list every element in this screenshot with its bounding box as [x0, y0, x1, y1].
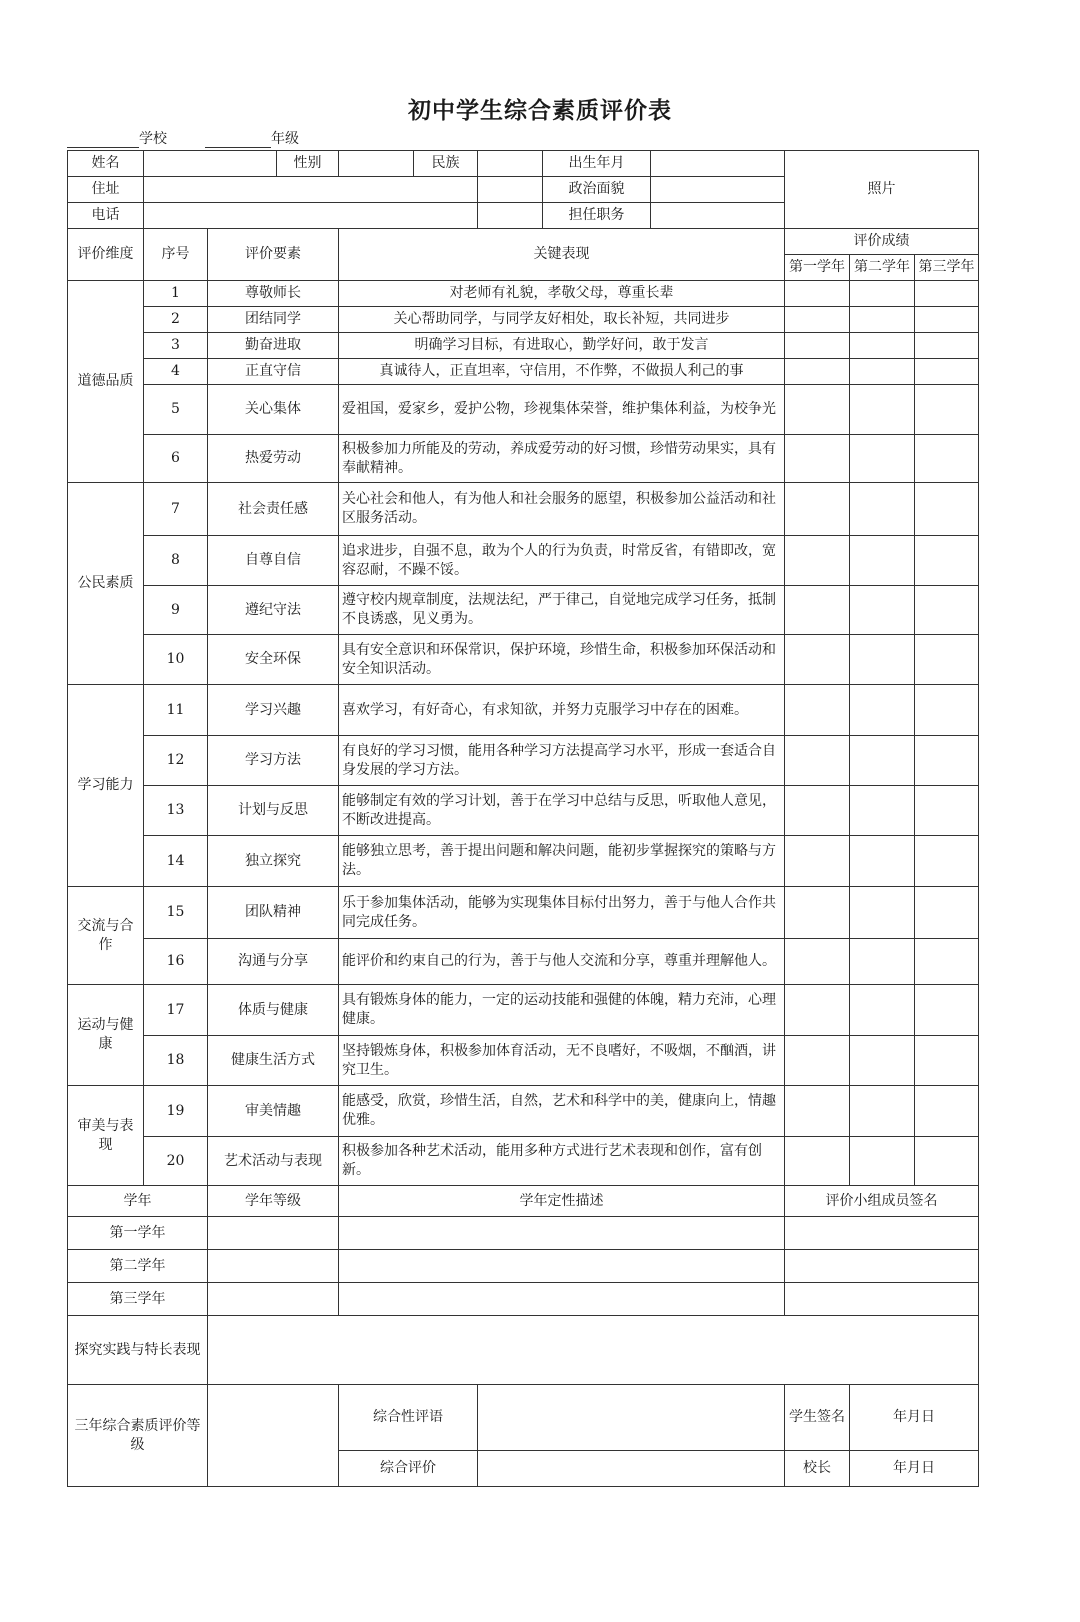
item-element: 安全环保	[208, 635, 339, 685]
name-field[interactable]	[144, 151, 277, 177]
score-cell[interactable]	[785, 333, 850, 359]
header-seq: 序号	[144, 229, 208, 281]
score-cell[interactable]	[915, 939, 979, 985]
item-element: 学习方法	[208, 736, 339, 786]
item-no: 20	[144, 1137, 208, 1186]
yearly-desc-cell[interactable]	[339, 1250, 785, 1283]
item-element: 学习兴趣	[208, 685, 339, 736]
phone-extra-field[interactable]	[478, 203, 543, 229]
score-cell[interactable]	[850, 1086, 915, 1137]
score-cell[interactable]	[785, 1086, 850, 1137]
item-element: 自尊自信	[208, 536, 339, 586]
info-row-1	[68, 151, 979, 177]
score-cell[interactable]	[785, 887, 850, 939]
yearly-row	[68, 1250, 979, 1283]
item-row	[68, 1036, 979, 1086]
item-element: 沟通与分享	[208, 939, 339, 985]
item-element: 体质与健康	[208, 985, 339, 1036]
item-no: 14	[144, 836, 208, 887]
yearly-header-row	[68, 1186, 979, 1217]
student-sign-date[interactable]: 年月日	[850, 1385, 979, 1451]
school-blank[interactable]	[67, 133, 139, 148]
item-key: 关心帮助同学，与同学友好相处，取长补短，共同进步	[339, 307, 785, 333]
score-cell[interactable]	[785, 685, 850, 736]
item-no: 15	[144, 887, 208, 939]
item-no: 2	[144, 307, 208, 333]
yearly-year-label: 第一学年	[68, 1217, 208, 1250]
item-row	[68, 1137, 979, 1186]
score-cell[interactable]	[850, 385, 915, 435]
score-cell[interactable]	[785, 435, 850, 483]
school-label: 学校	[139, 131, 167, 147]
overall-eval-label: 综合评价	[339, 1451, 478, 1487]
score-cell[interactable]	[915, 1036, 979, 1086]
yearly-grade-cell[interactable]	[208, 1217, 339, 1250]
yearly-row	[68, 1283, 979, 1316]
item-key: 遵守校内规章制度，法规法纪，严于律己，自觉地完成学习任务，抵制不良诱惑，见义勇为。	[339, 586, 785, 635]
address-field[interactable]	[144, 177, 478, 203]
score-cell[interactable]	[850, 786, 915, 836]
name-label: 姓名	[68, 151, 144, 177]
item-key: 积极参加各种艺术活动，能用多种方式进行艺术表现和创作，富有创新。	[339, 1137, 785, 1186]
group-label: 审美与表现	[68, 1086, 144, 1186]
score-cell[interactable]	[785, 586, 850, 635]
item-key: 乐于参加集体活动，能够为实现集体目标付出努力，善于与他人合作共同完成任务。	[339, 887, 785, 939]
item-element: 独立探究	[208, 836, 339, 887]
score-cell[interactable]	[850, 281, 915, 307]
score-cell[interactable]	[785, 359, 850, 385]
score-cell[interactable]	[785, 1137, 850, 1186]
score-cell[interactable]	[850, 736, 915, 786]
yearly-sign-cell[interactable]	[785, 1250, 979, 1283]
item-key: 关心社会和他人，有为他人和社会服务的愿望，积极参加公益活动和社区服务活动。	[339, 483, 785, 536]
header-score: 评价成绩	[785, 229, 979, 255]
item-key: 爱祖国，爱家乡，爱护公物，珍视集体荣誉，维护集体利益，为校争光	[339, 385, 785, 435]
yearly-sign-header: 评价小组成员签名	[785, 1186, 979, 1217]
item-no: 6	[144, 435, 208, 483]
school-field[interactable]	[67, 128, 167, 148]
group-label: 交流与合作	[68, 887, 144, 985]
score-cell[interactable]	[785, 483, 850, 536]
item-no: 4	[144, 359, 208, 385]
item-element: 团队精神	[208, 887, 339, 939]
group-label: 运动与健康	[68, 985, 144, 1086]
item-key: 明确学习目标，有进取心，勤学好问，敢于发言	[339, 333, 785, 359]
grade-label: 年级	[271, 131, 299, 147]
yearly-row	[68, 1217, 979, 1250]
header-dimension: 评价维度	[68, 229, 144, 281]
score-cell[interactable]	[850, 685, 915, 736]
yearly-grade-header: 学年等级	[208, 1186, 339, 1217]
political-field[interactable]	[651, 177, 785, 203]
score-cell[interactable]	[785, 939, 850, 985]
item-row	[68, 333, 979, 359]
principal-label: 校长	[785, 1451, 850, 1487]
ethnicity-field[interactable]	[478, 151, 543, 177]
header-key: 关键表现	[339, 229, 785, 281]
yearly-desc-cell[interactable]	[339, 1283, 785, 1316]
phone-field[interactable]	[144, 203, 478, 229]
score-cell[interactable]	[850, 1137, 915, 1186]
item-key: 对老师有礼貌，孝敬父母，尊重长辈	[339, 281, 785, 307]
score-cell[interactable]	[915, 887, 979, 939]
item-row	[68, 786, 979, 836]
score-cell[interactable]	[850, 1036, 915, 1086]
item-key: 具有锻炼身体的能力，一定的运动技能和强健的体魄，精力充沛，心理健康。	[339, 985, 785, 1036]
item-row	[68, 586, 979, 635]
item-no: 19	[144, 1086, 208, 1137]
yearly-year-header: 学年	[68, 1186, 208, 1217]
item-key: 能够制定有效的学习计划，善于在学习中总结与反思，听取他人意见，不断改进提高。	[339, 786, 785, 836]
item-row	[68, 985, 979, 1036]
score-cell[interactable]	[915, 483, 979, 536]
score-cell[interactable]	[915, 836, 979, 887]
item-no: 17	[144, 985, 208, 1036]
score-cell[interactable]	[915, 359, 979, 385]
item-no: 9	[144, 586, 208, 635]
item-no: 3	[144, 333, 208, 359]
group-label: 学习能力	[68, 685, 144, 887]
position-label: 担任职务	[543, 203, 651, 229]
item-element: 遵纪守法	[208, 586, 339, 635]
group-label: 道德品质	[68, 281, 144, 483]
address-label: 住址	[68, 177, 144, 203]
item-no: 16	[144, 939, 208, 985]
item-row	[68, 435, 979, 483]
item-element: 审美情趣	[208, 1086, 339, 1137]
yearly-desc-header: 学年定性描述	[339, 1186, 785, 1217]
item-element: 尊敬师长	[208, 281, 339, 307]
item-element: 健康生活方式	[208, 1036, 339, 1086]
ethnicity-label: 民族	[414, 151, 478, 177]
score-cell[interactable]	[850, 635, 915, 685]
item-row	[68, 635, 979, 685]
practice-label: 探究实践与特长表现	[68, 1316, 208, 1385]
header-element: 评价要素	[208, 229, 339, 281]
practice-cell[interactable]	[208, 1316, 979, 1385]
group-label: 公民素质	[68, 483, 144, 685]
item-key: 具有安全意识和环保常识，保护环境，珍惜生命，积极参加环保活动和安全知识活动。	[339, 635, 785, 685]
item-no: 18	[144, 1036, 208, 1086]
item-row	[68, 939, 979, 985]
item-key: 能感受，欣赏，珍惜生活，自然，艺术和科学中的美，健康向上，情趣优雅。	[339, 1086, 785, 1137]
score-cell[interactable]	[785, 985, 850, 1036]
item-row	[68, 281, 979, 307]
evaluation-table	[67, 150, 979, 1487]
item-no: 13	[144, 786, 208, 836]
score-cell[interactable]	[915, 281, 979, 307]
yearly-year-label: 第二学年	[68, 1250, 208, 1283]
grade-field[interactable]	[205, 128, 299, 148]
item-element: 团结同学	[208, 307, 339, 333]
header-year3: 第三学年	[915, 255, 979, 281]
score-cell[interactable]	[785, 536, 850, 586]
score-cell[interactable]	[850, 483, 915, 536]
score-cell[interactable]	[785, 786, 850, 836]
yearly-sign-cell[interactable]	[785, 1217, 979, 1250]
score-cell[interactable]	[850, 359, 915, 385]
score-cell[interactable]	[915, 333, 979, 359]
gender-label: 性别	[277, 151, 339, 177]
score-cell[interactable]	[850, 536, 915, 586]
score-cell[interactable]	[850, 836, 915, 887]
score-cell[interactable]	[850, 307, 915, 333]
header-year2: 第二学年	[850, 255, 915, 281]
principal-date[interactable]: 年月日	[850, 1451, 979, 1487]
score-cell[interactable]	[850, 333, 915, 359]
item-key: 真诚待人，正直坦率，守信用，不作弊，不做损人利己的事	[339, 359, 785, 385]
overall-row-1	[68, 1385, 979, 1451]
score-cell[interactable]	[915, 1086, 979, 1137]
comment-label: 综合性评语	[339, 1385, 478, 1451]
score-cell[interactable]	[915, 307, 979, 333]
item-no: 5	[144, 385, 208, 435]
item-key: 能够独立思考，善于提出问题和解决问题，能初步掌握探究的策略与方法。	[339, 836, 785, 887]
score-cell[interactable]	[915, 635, 979, 685]
score-cell[interactable]	[785, 736, 850, 786]
gender-field[interactable]	[339, 151, 414, 177]
item-no: 1	[144, 281, 208, 307]
item-row	[68, 307, 979, 333]
item-key: 喜欢学习，有好奇心，有求知欲，并努力克服学习中存在的困难。	[339, 685, 785, 736]
item-element: 计划与反思	[208, 786, 339, 836]
score-cell[interactable]	[850, 435, 915, 483]
score-cell[interactable]	[915, 586, 979, 635]
yearly-year-label: 第三学年	[68, 1283, 208, 1316]
score-cell[interactable]	[785, 307, 850, 333]
address-extra-field[interactable]	[478, 177, 543, 203]
score-cell[interactable]	[915, 536, 979, 586]
phone-label: 电话	[68, 203, 144, 229]
item-row	[68, 483, 979, 536]
item-row	[68, 359, 979, 385]
score-cell[interactable]	[850, 985, 915, 1036]
student-sign-label: 学生签名	[785, 1385, 850, 1451]
score-cell[interactable]	[915, 685, 979, 736]
item-row	[68, 685, 979, 736]
item-key: 坚持锻炼身体，积极参加体育活动，无不良嗜好，不吸烟，不酗酒，讲究卫生。	[339, 1036, 785, 1086]
item-row	[68, 887, 979, 939]
score-cell[interactable]	[850, 887, 915, 939]
item-no: 12	[144, 736, 208, 786]
item-row	[68, 736, 979, 786]
item-row	[68, 836, 979, 887]
score-cell[interactable]	[915, 435, 979, 483]
birth-label: 出生年月	[543, 151, 651, 177]
item-key: 追求进步，自强不息，敢为个人的行为负责，时常反省，有错即改，宽容忍耐，不躁不馁。	[339, 536, 785, 586]
item-element: 热爱劳动	[208, 435, 339, 483]
item-element: 关心集体	[208, 385, 339, 435]
score-cell[interactable]	[785, 385, 850, 435]
practice-row	[68, 1316, 979, 1385]
page-title: 初中学生综合素质评价表	[408, 97, 672, 124]
yearly-desc-cell[interactable]	[339, 1217, 785, 1250]
overall-eval-cell[interactable]	[478, 1451, 785, 1487]
score-cell[interactable]	[915, 985, 979, 1036]
item-key: 积极参加力所能及的劳动，养成爱劳动的好习惯，珍惜劳动果实，具有奉献精神。	[339, 435, 785, 483]
eval-header-row-1	[68, 229, 979, 255]
item-key: 能评价和约束自己的行为，善于与他人交流和分享，尊重并理解他人。	[339, 939, 785, 985]
item-no: 7	[144, 483, 208, 536]
item-element: 艺术活动与表现	[208, 1137, 339, 1186]
item-no: 8	[144, 536, 208, 586]
score-cell[interactable]	[915, 1137, 979, 1186]
item-key: 有良好的学习习惯，能用各种学习方法提高学习水平，形成一套适合自身发展的学习方法。	[339, 736, 785, 786]
score-cell[interactable]	[785, 1036, 850, 1086]
score-cell[interactable]	[915, 786, 979, 836]
item-no: 11	[144, 685, 208, 736]
birth-field[interactable]	[651, 151, 785, 177]
yearly-grade-cell[interactable]	[208, 1250, 339, 1283]
score-cell[interactable]	[785, 635, 850, 685]
item-row	[68, 385, 979, 435]
score-cell[interactable]	[850, 939, 915, 985]
score-cell[interactable]	[785, 281, 850, 307]
score-cell[interactable]	[785, 836, 850, 887]
yearly-sign-cell[interactable]	[785, 1283, 979, 1316]
score-cell[interactable]	[850, 586, 915, 635]
comment-cell[interactable]	[478, 1385, 785, 1451]
score-cell[interactable]	[915, 736, 979, 786]
position-field[interactable]	[651, 203, 785, 229]
overall-level-cell[interactable]	[208, 1385, 339, 1487]
item-row	[68, 536, 979, 586]
political-label: 政治面貌	[543, 177, 651, 203]
score-cell[interactable]	[915, 385, 979, 435]
header-year1: 第一学年	[785, 255, 850, 281]
overall-level-label: 三年综合素质评价等级	[68, 1385, 208, 1487]
photo-box[interactable]: 照片	[785, 151, 979, 229]
item-element: 社会责任感	[208, 483, 339, 536]
yearly-grade-cell[interactable]	[208, 1283, 339, 1316]
item-no: 10	[144, 635, 208, 685]
grade-blank[interactable]	[205, 133, 271, 148]
item-element: 正直守信	[208, 359, 339, 385]
item-element: 勤奋进取	[208, 333, 339, 359]
item-row	[68, 1086, 979, 1137]
